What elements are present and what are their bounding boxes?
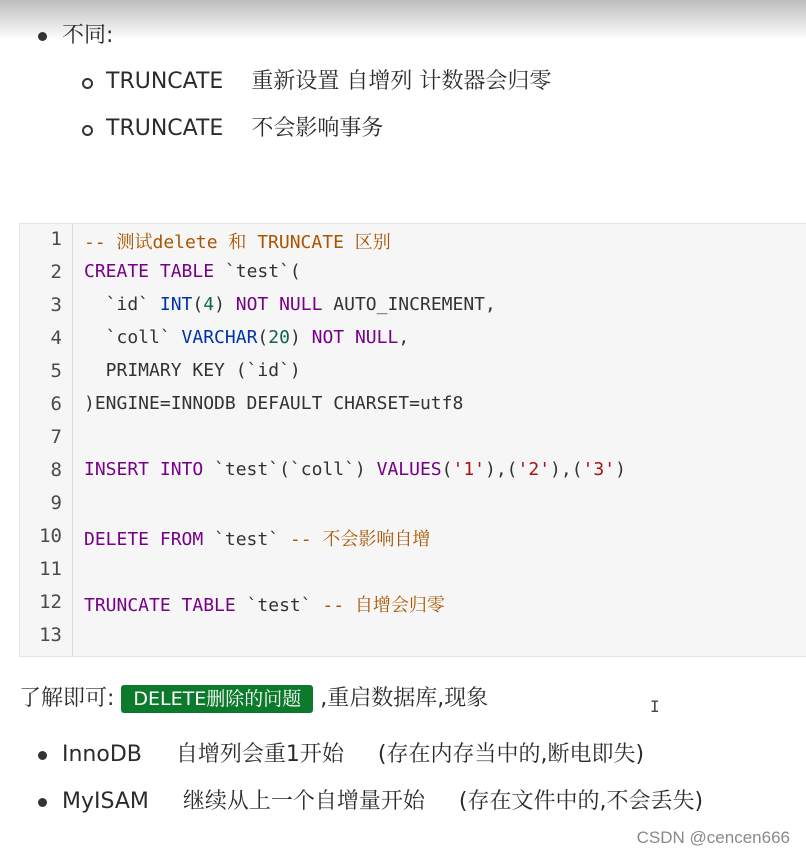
watermark: CSDN @cencen666: [636, 828, 790, 847]
diff-item-term: TRUNCATE: [106, 116, 224, 141]
engine-name: InnoDB: [62, 742, 142, 767]
code-token: `test`: [246, 595, 323, 616]
code-token: ),(: [550, 459, 583, 480]
inline-code-tag: DELETE删除的问题: [121, 685, 313, 713]
diff-item-1: [106, 67, 551, 97]
engine-item-myisam: [62, 787, 703, 817]
diff-item-term: TRUNCATE: [106, 69, 224, 94]
code-token: VALUES: [376, 459, 442, 480]
code-line: [84, 591, 445, 617]
code-line: [84, 261, 301, 282]
code-token: '1': [452, 459, 485, 480]
line-number: 11: [39, 558, 62, 580]
code-token: PRIMARY KEY (`id`): [84, 360, 301, 381]
code-token: -- 自增会归零: [322, 595, 445, 616]
code-token: '2': [517, 459, 551, 480]
code-token: `id`: [84, 294, 160, 315]
code-token: 4: [203, 294, 215, 315]
text-cursor-icon: I: [650, 697, 660, 716]
code-block[interactable]: [19, 223, 806, 657]
code-token: AUTO_INCREMENT,: [322, 294, 496, 315]
code-token: DELETE FROM: [84, 529, 215, 550]
code-token: NOT NULL: [235, 294, 323, 315]
diff-item-desc: 不会影响事务: [251, 116, 384, 141]
code-token: ,: [398, 327, 410, 348]
code-token: `test`: [214, 529, 290, 550]
line-number: 7: [50, 426, 62, 448]
code-token: 20: [268, 327, 290, 348]
note-suffix: ,重启数据库,现象: [320, 686, 489, 711]
code-token: `test`(`coll`): [214, 459, 377, 480]
code-token: -- 不会影响自增: [289, 529, 431, 550]
circle-bullet-icon: [82, 125, 93, 136]
note-prefix: 了解即可:: [19, 686, 115, 711]
diff-heading: 不同:: [62, 23, 114, 48]
code-token: '3': [582, 459, 616, 480]
line-number: 9: [50, 492, 62, 514]
code-line: [84, 294, 496, 315]
top-shadow: [0, 0, 806, 40]
code-token: VARCHAR: [181, 327, 258, 348]
code-line: [84, 327, 409, 348]
diff-item-desc: 重新设置 自增列 计数器会归零: [251, 69, 552, 94]
code-token: (: [441, 459, 453, 480]
line-number: 13: [39, 624, 62, 646]
line-number-gutter: [20, 224, 73, 656]
code-line: [84, 228, 391, 254]
code-line: [84, 525, 430, 551]
code-token: -- 测试delete 和 TRUNCATE 区别: [84, 232, 391, 253]
code-token: INT: [159, 294, 193, 315]
code-token: )ENGINE=INNODB DEFAULT CHARSET=utf8: [84, 393, 464, 414]
code-token: ): [289, 327, 312, 348]
code-line: [84, 393, 463, 414]
note-line: [19, 684, 488, 714]
line-number: 2: [50, 261, 62, 283]
line-number: 4: [50, 327, 62, 349]
line-number: 3: [50, 294, 62, 316]
code-token: NOT NULL: [311, 327, 399, 348]
code-token: ),(: [485, 459, 518, 480]
engine-desc: 自增列会重1开始: [175, 742, 344, 767]
diff-item-2: [106, 114, 383, 144]
line-number: 8: [50, 459, 62, 481]
code-token: ): [214, 294, 236, 315]
bullet-dot-icon: [38, 798, 47, 807]
code-line: [84, 459, 626, 480]
line-number: 10: [39, 525, 62, 547]
bullet-dot-icon: [38, 751, 47, 760]
engine-note: (存在内存当中的,断电即失): [377, 742, 645, 767]
engine-item-innodb: [62, 740, 644, 770]
code-token: ): [615, 459, 626, 480]
code-token: (: [257, 327, 269, 348]
code-token: (: [192, 294, 204, 315]
code-line: [84, 360, 301, 381]
line-number: 1: [50, 228, 62, 250]
engine-note: (存在文件中的,不会丢失): [458, 789, 704, 814]
line-number: 5: [50, 360, 62, 382]
code-token: CREATE TABLE: [84, 261, 225, 282]
code-token: TRUNCATE TABLE: [84, 595, 247, 616]
circle-bullet-icon: [82, 78, 93, 89]
code-token: INSERT INTO: [84, 459, 215, 480]
engine-desc: 继续从上一个自增量开始: [182, 789, 425, 814]
line-number: 12: [39, 591, 62, 613]
code-token: `coll`: [84, 327, 182, 348]
code-token: `test`(: [224, 261, 301, 282]
engine-name: MyISAM: [62, 789, 149, 814]
line-number: 6: [50, 393, 62, 415]
bullet-dot-icon: [38, 32, 47, 41]
